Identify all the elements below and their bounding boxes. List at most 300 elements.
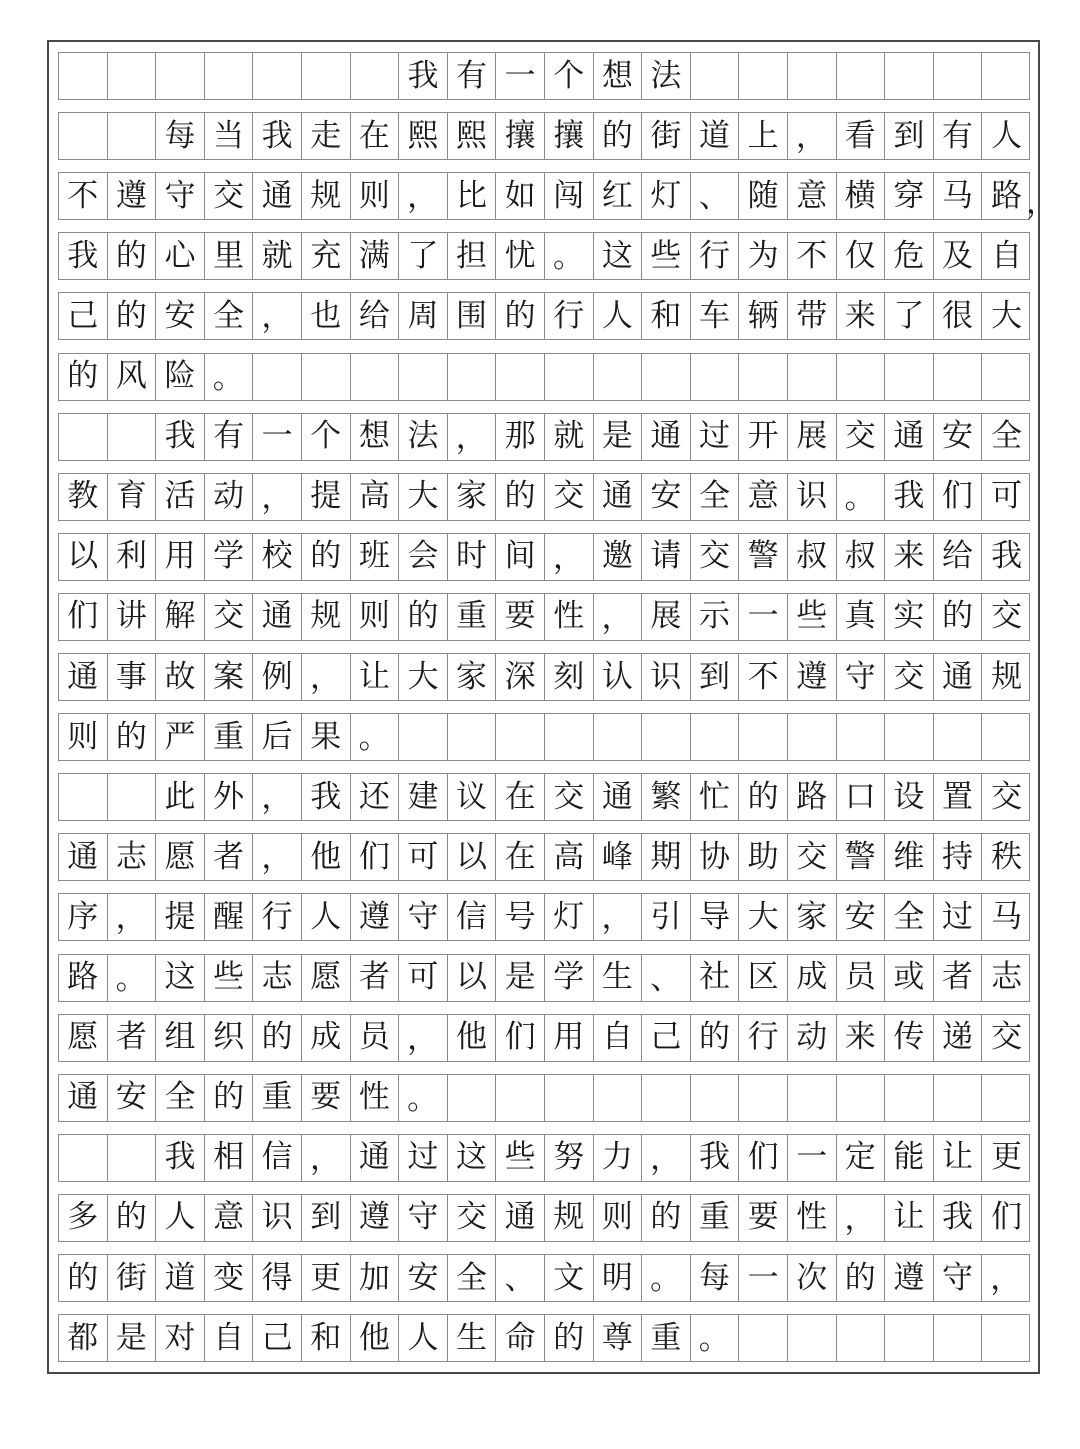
grid-cell-char: 展 — [788, 414, 837, 460]
grid-cell-char: 多 — [59, 1195, 108, 1241]
grid-cell-char: 通 — [253, 594, 302, 640]
grid-cell-char: 过 — [934, 894, 983, 940]
grid-cell-char: 维 — [885, 834, 934, 880]
grid-row — [58, 1254, 1030, 1302]
grid-cell-char: 愿 — [59, 1015, 108, 1061]
grid-cell-char: 期 — [642, 834, 691, 880]
grid-cell-char: 和 — [642, 293, 691, 339]
grid-cell-char: 则 — [59, 714, 108, 760]
grid-cell-char: 峰 — [594, 834, 643, 880]
grid-cell-empty — [788, 714, 837, 760]
grid-cell-char: 行 — [739, 1015, 788, 1061]
grid-cell-char: 们 — [934, 474, 983, 520]
grid-cell-char: 成 — [302, 1015, 351, 1061]
grid-cell-char: 建 — [399, 774, 448, 820]
grid-cell-char: 的 — [496, 474, 545, 520]
grid-cell-char: 过 — [691, 414, 740, 460]
grid-cell-char: 通 — [642, 414, 691, 460]
grid-cell-char: ， — [302, 654, 351, 700]
grid-cell-char: 守 — [837, 654, 886, 700]
overflow-comma: ， — [1026, 185, 1057, 222]
grid-cell-char: ， — [399, 1015, 448, 1061]
grid-row — [58, 773, 1030, 821]
grid-cell-empty — [934, 1075, 983, 1121]
grid-cell-char: 。 — [837, 474, 886, 520]
grid-cell-char: 可 — [399, 834, 448, 880]
grid-cell-char: 遵 — [885, 1255, 934, 1301]
grid-cell-empty — [739, 354, 788, 400]
grid-cell-char: 得 — [253, 1255, 302, 1301]
grid-cell-char: 遵 — [351, 894, 400, 940]
grid-cell-char: 尊 — [594, 1315, 643, 1361]
grid-cell-char: 以 — [448, 955, 497, 1001]
grid-cell-empty — [837, 53, 886, 99]
grid-cell-char: 灯 — [642, 173, 691, 219]
grid-cell-char: 识 — [788, 474, 837, 520]
grid-cell-char: 交 — [448, 1195, 497, 1241]
grid-cell-char: ， — [837, 1195, 886, 1241]
grid-cell-char: 守 — [399, 894, 448, 940]
grid-cell-char: 生 — [594, 955, 643, 1001]
grid-cell-char: 大 — [739, 894, 788, 940]
grid-cell-char: 人 — [991, 117, 1023, 154]
grid-cell-empty — [642, 714, 691, 760]
grid-cell-char: 都 — [59, 1315, 108, 1361]
grid-cell-char: 成 — [788, 955, 837, 1001]
grid-cell-char: 员 — [837, 955, 886, 1001]
grid-cell-char: 事 — [108, 654, 157, 700]
grid-cell-char: 展 — [642, 594, 691, 640]
grid-cell-char: 危 — [885, 233, 934, 279]
grid-cell-char: 熙 — [399, 113, 448, 159]
grid-cell-char: 大 — [991, 297, 1023, 334]
grid-cell-char: 熙 — [448, 113, 497, 159]
grid-cell-char: 自 — [991, 237, 1023, 274]
grid-cell-empty — [59, 414, 108, 460]
grid-cell-char: 心 — [156, 233, 205, 279]
grid-cell-char: ， — [594, 894, 643, 940]
grid-cell-empty — [594, 714, 643, 760]
grid-cell-char: 就 — [253, 233, 302, 279]
grid-cell-char: 的 — [399, 594, 448, 640]
grid-cell-char: 交 — [691, 534, 740, 580]
grid-cell-char: ， — [108, 894, 157, 940]
grid-cell-char: 解 — [156, 594, 205, 640]
grid-cell-char: 路 — [788, 774, 837, 820]
title-row — [58, 52, 1030, 100]
grid-cell-char: 上 — [739, 113, 788, 159]
grid-cell-char: 通 — [934, 654, 983, 700]
grid-cell-char: 围 — [448, 293, 497, 339]
grid-cell-char: 动 — [205, 474, 254, 520]
grid-cell-char: 的 — [302, 534, 351, 580]
grid-cell-char: 通 — [59, 834, 108, 880]
grid-cell-empty — [594, 354, 643, 400]
grid-cell-char: ， — [788, 113, 837, 159]
grid-cell-char: 交 — [205, 594, 254, 640]
grid-cell-empty — [739, 1075, 788, 1121]
grid-cell-empty — [59, 1135, 108, 1181]
grid-cell-char: 很 — [934, 293, 983, 339]
grid-cell-char: 则 — [351, 173, 400, 219]
grid-cell-empty — [691, 354, 740, 400]
grid-cell-char: 遵 — [108, 173, 157, 219]
grid-cell-char: 他 — [302, 834, 351, 880]
grid-cell-char: 。 — [691, 1315, 740, 1361]
grid-cell-empty — [351, 53, 400, 99]
grid-cell-char: 秩 — [991, 838, 1023, 875]
grid-cell-char: 序 — [59, 894, 108, 940]
grid-cell-char: 马 — [991, 898, 1023, 935]
grid-cell-empty — [399, 714, 448, 760]
grid-cell-char: 志 — [253, 955, 302, 1001]
grid-cell-char: 如 — [496, 173, 545, 219]
grid-cell-char: 协 — [691, 834, 740, 880]
grid-cell-char: 用 — [545, 1015, 594, 1061]
grid-cell-empty — [691, 53, 740, 99]
grid-cell-empty — [448, 1075, 497, 1121]
grid-cell-empty — [108, 414, 157, 460]
grid-cell-char: 识 — [253, 1195, 302, 1241]
grid-cell-empty — [934, 53, 983, 99]
grid-cell-char: 到 — [885, 113, 934, 159]
grid-cell-char: 当 — [205, 113, 254, 159]
grid-cell-char: 规 — [302, 173, 351, 219]
grid-cell-char: 行 — [253, 894, 302, 940]
grid-cell-char: 我 — [59, 233, 108, 279]
grid-cell-char: 认 — [594, 654, 643, 700]
grid-cell-char: 案 — [205, 654, 254, 700]
grid-cell-char: 一 — [739, 1255, 788, 1301]
grid-cell-char: 己 — [642, 1015, 691, 1061]
grid-cell-empty — [788, 1315, 837, 1361]
grid-cell-char: 的 — [253, 1015, 302, 1061]
grid-cell-empty — [837, 354, 886, 400]
grid-cell-char: 则 — [351, 594, 400, 640]
grid-cell-char: 以 — [59, 534, 108, 580]
grid-cell-char: 交 — [837, 414, 886, 460]
grid-cell-char: 。 — [545, 233, 594, 279]
grid-cell-char: ， — [545, 534, 594, 580]
grid-cell-empty — [448, 354, 497, 400]
grid-cell-char: 一 — [788, 1135, 837, 1181]
grid-cell-char: 及 — [934, 233, 983, 279]
grid-cell-char: 通 — [496, 1195, 545, 1241]
grid-cell-char: 这 — [448, 1135, 497, 1181]
grid-cell-char: 更 — [302, 1255, 351, 1301]
grid-cell-char: 交 — [545, 774, 594, 820]
grid-row — [58, 653, 1030, 701]
grid-row — [58, 473, 1030, 521]
grid-cell-empty — [496, 714, 545, 760]
grid-cell-char: 们 — [739, 1135, 788, 1181]
grid-cell-char: 邀 — [594, 534, 643, 580]
grid-cell-char: 那 — [496, 414, 545, 460]
grid-cell-char: 我 — [991, 538, 1023, 575]
grid-cell-empty — [885, 1075, 934, 1121]
grid-cell-char: 者 — [108, 1015, 157, 1061]
grid-cell-char: 让 — [351, 654, 400, 700]
grid-cell-char: 守 — [934, 1255, 983, 1301]
grid-cell-char: ， — [253, 474, 302, 520]
grid-cell-char: 高 — [545, 834, 594, 880]
grid-row — [58, 1314, 1030, 1362]
grid-cell-empty — [448, 714, 497, 760]
grid-cell-empty — [351, 354, 400, 400]
grid-cell-char: 还 — [351, 774, 400, 820]
grid-cell-char: 道 — [156, 1255, 205, 1301]
grid-cell-char: 每 — [691, 1255, 740, 1301]
grid-cell-char: 志 — [991, 959, 1023, 995]
grid-cell-char: 安 — [837, 894, 886, 940]
grid-cell-char: 和 — [302, 1315, 351, 1361]
grid-cell-empty — [253, 53, 302, 99]
grid-cell-char: 性 — [351, 1075, 400, 1121]
title-char: 一 — [496, 53, 545, 99]
grid-cell-char: 通 — [59, 1075, 108, 1121]
grid-cell-char: 了 — [399, 233, 448, 279]
grid-cell-char: 全 — [691, 474, 740, 520]
grid-cell-char: 繁 — [642, 774, 691, 820]
grid-cell-char: 人 — [399, 1315, 448, 1361]
grid-cell-char: 来 — [885, 534, 934, 580]
grid-cell-char: 们 — [991, 1199, 1023, 1236]
grid-cell-char: 安 — [108, 1075, 157, 1121]
grid-cell-char: 车 — [691, 293, 740, 339]
grid-cell-empty — [982, 354, 1031, 400]
grid-cell-char: 开 — [739, 414, 788, 460]
grid-cell-char: 交 — [991, 1019, 1023, 1056]
grid-cell-char: 法 — [399, 414, 448, 460]
grid-cell-char: 果 — [302, 714, 351, 760]
grid-cell-char: 路 — [991, 177, 1023, 214]
grid-cell-char: 红 — [594, 173, 643, 219]
grid-cell-char: 要 — [739, 1195, 788, 1241]
grid-cell-char: 规 — [545, 1195, 594, 1241]
grid-cell-char: 让 — [885, 1195, 934, 1241]
grid-cell-char: 我 — [156, 414, 205, 460]
grid-cell-char: 对 — [156, 1315, 205, 1361]
grid-cell-empty — [885, 714, 934, 760]
grid-cell-empty — [837, 714, 886, 760]
grid-cell-char: 社 — [691, 955, 740, 1001]
grid-cell-char: 攘 — [496, 113, 545, 159]
grid-cell-char: 行 — [691, 233, 740, 279]
grid-cell-char: 遵 — [788, 654, 837, 700]
grid-cell-char: 示 — [691, 594, 740, 640]
grid-cell-char: 识 — [642, 654, 691, 700]
grid-cell-char: 的 — [108, 233, 157, 279]
grid-cell-char: 家 — [788, 894, 837, 940]
grid-cell-char: 守 — [399, 1195, 448, 1241]
grid-cell-char: 时 — [448, 534, 497, 580]
grid-cell-char: 醒 — [205, 894, 254, 940]
grid-cell-char: 叔 — [837, 534, 886, 580]
grid-cell-char: 我 — [156, 1135, 205, 1181]
grid-cell-char: 变 — [205, 1255, 254, 1301]
grid-cell-char: 规 — [302, 594, 351, 640]
grid-cell-char: 过 — [399, 1135, 448, 1181]
grid-cell-char: 全 — [885, 894, 934, 940]
grid-cell-char: 明 — [594, 1255, 643, 1301]
grid-cell-char: 后 — [253, 714, 302, 760]
grid-cell-char: 来 — [837, 293, 886, 339]
grid-cell-char: 则 — [594, 1195, 643, 1241]
grid-cell-char: 的 — [545, 1315, 594, 1361]
grid-cell-empty — [982, 714, 1031, 760]
grid-cell-char: 不 — [788, 233, 837, 279]
grid-cell-char: 要 — [302, 1075, 351, 1121]
grid-row — [58, 893, 1030, 941]
grid-cell-char: 意 — [205, 1195, 254, 1241]
grid-cell-char: 者 — [205, 834, 254, 880]
grid-cell-char: 行 — [545, 293, 594, 339]
grid-cell-char: 闯 — [545, 173, 594, 219]
grid-cell-char: 安 — [156, 293, 205, 339]
grid-cell-char: 的 — [642, 1195, 691, 1241]
grid-cell-char: 仅 — [837, 233, 886, 279]
grid-cell-empty — [691, 1075, 740, 1121]
grid-cell-char: 员 — [351, 1015, 400, 1061]
grid-cell-empty — [934, 354, 983, 400]
grid-cell-empty — [545, 1075, 594, 1121]
grid-cell-char: 我 — [253, 113, 302, 159]
grid-cell-char: 引 — [642, 894, 691, 940]
grid-cell-char: 利 — [108, 534, 157, 580]
grid-cell-empty — [302, 53, 351, 99]
grid-cell-char: 文 — [545, 1255, 594, 1301]
grid-cell-char: 们 — [59, 594, 108, 640]
grid-cell-char: 重 — [253, 1075, 302, 1121]
grid-cell-char: 有 — [934, 113, 983, 159]
grid-cell-char: 次 — [788, 1255, 837, 1301]
grid-cell-char: 努 — [545, 1135, 594, 1181]
grid-cell-char: 来 — [837, 1015, 886, 1061]
grid-cell-empty — [982, 1315, 1031, 1361]
grid-cell-char: 可 — [399, 955, 448, 1001]
grid-cell-char: 通 — [253, 173, 302, 219]
grid-cell-char: 在 — [351, 113, 400, 159]
grid-cell-char: 。 — [399, 1075, 448, 1121]
grid-cell-char: 些 — [205, 955, 254, 1001]
grid-cell-char: 让 — [934, 1135, 983, 1181]
grid-cell-char: 的 — [59, 354, 108, 400]
grid-cell-char: 意 — [739, 474, 788, 520]
grid-cell-empty — [302, 354, 351, 400]
grid-cell-char: 我 — [885, 474, 934, 520]
grid-cell-char: 忙 — [691, 774, 740, 820]
grid-cell-empty — [788, 354, 837, 400]
grid-cell-empty — [934, 1315, 983, 1361]
grid-row — [58, 413, 1030, 461]
grid-cell-char: 己 — [59, 293, 108, 339]
grid-cell-char: ， — [399, 173, 448, 219]
grid-cell-char: 以 — [448, 834, 497, 880]
grid-cell-char: 织 — [205, 1015, 254, 1061]
grid-cell-empty — [59, 113, 108, 159]
grid-cell-char: 人 — [156, 1195, 205, 1241]
grid-row — [58, 1134, 1030, 1182]
grid-cell-char: 一 — [253, 414, 302, 460]
grid-cell-char: 的 — [496, 293, 545, 339]
grid-cell-char: 通 — [885, 414, 934, 460]
grid-cell-char: 。 — [351, 714, 400, 760]
grid-cell-char: 刻 — [545, 654, 594, 700]
grid-cell-char: 想 — [351, 414, 400, 460]
grid-cell-char: 的 — [837, 1255, 886, 1301]
grid-cell-char: 愿 — [156, 834, 205, 880]
grid-cell-char: 的 — [108, 714, 157, 760]
grid-row — [58, 533, 1030, 581]
grid-cell-char: 的 — [739, 774, 788, 820]
grid-cell-char: 的 — [594, 113, 643, 159]
grid-cell-char: 看 — [837, 113, 886, 159]
grid-cell-char: 通 — [594, 774, 643, 820]
grid-cell-char: 信 — [448, 894, 497, 940]
grid-cell-char: 不 — [739, 654, 788, 700]
grid-cell-char: 我 — [691, 1135, 740, 1181]
grid-cell-char: 我 — [302, 774, 351, 820]
grid-cell-empty — [982, 1075, 1031, 1121]
grid-cell-char: 通 — [59, 654, 108, 700]
grid-cell-char: 教 — [59, 474, 108, 520]
grid-cell-char: 的 — [108, 1195, 157, 1241]
grid-cell-char: 给 — [351, 293, 400, 339]
grid-cell-char: 里 — [205, 233, 254, 279]
grid-row — [58, 593, 1030, 641]
grid-cell-char: 力 — [594, 1135, 643, 1181]
grid-cell-char: 为 — [739, 233, 788, 279]
grid-cell-empty — [108, 1135, 157, 1181]
grid-cell-char: 街 — [642, 113, 691, 159]
grid-cell-char: 高 — [351, 474, 400, 520]
grid-cell-char: 叔 — [788, 534, 837, 580]
grid-cell-char: 些 — [496, 1135, 545, 1181]
grid-cell-empty — [885, 354, 934, 400]
grid-cell-char: 者 — [934, 955, 983, 1001]
grid-cell-char: 在 — [496, 834, 545, 880]
grid-cell-char: 安 — [934, 414, 983, 460]
grid-cell-char: 此 — [156, 774, 205, 820]
title-char: 法 — [642, 53, 691, 99]
grid-cell-char: 相 — [205, 1135, 254, 1181]
grid-cell-char: 交 — [205, 173, 254, 219]
grid-cell-char: 更 — [991, 1139, 1023, 1176]
grid-cell-char: 人 — [302, 894, 351, 940]
grid-cell-char: 实 — [885, 594, 934, 640]
grid-cell-char: 充 — [302, 233, 351, 279]
grid-cell-char: 提 — [156, 894, 205, 940]
grid-cell-char: 班 — [351, 534, 400, 580]
grid-cell-char: 些 — [642, 233, 691, 279]
grid-cell-char: 到 — [691, 654, 740, 700]
grid-cell-empty — [739, 53, 788, 99]
grid-cell-empty — [496, 354, 545, 400]
grid-cell-char: 个 — [302, 414, 351, 460]
grid-cell-empty — [837, 1315, 886, 1361]
grid-cell-empty — [399, 354, 448, 400]
grid-cell-char: 到 — [302, 1195, 351, 1241]
grid-cell-char: 重 — [691, 1195, 740, 1241]
grid-cell-char: 重 — [205, 714, 254, 760]
grid-cell-char: 随 — [739, 173, 788, 219]
grid-cell-char: ， — [253, 834, 302, 880]
grid-row — [58, 292, 1030, 340]
grid-cell-char: 这 — [156, 955, 205, 1001]
grid-cell-char: 们 — [351, 834, 400, 880]
grid-cell-char: 学 — [205, 534, 254, 580]
grid-cell-char: 定 — [837, 1135, 886, 1181]
